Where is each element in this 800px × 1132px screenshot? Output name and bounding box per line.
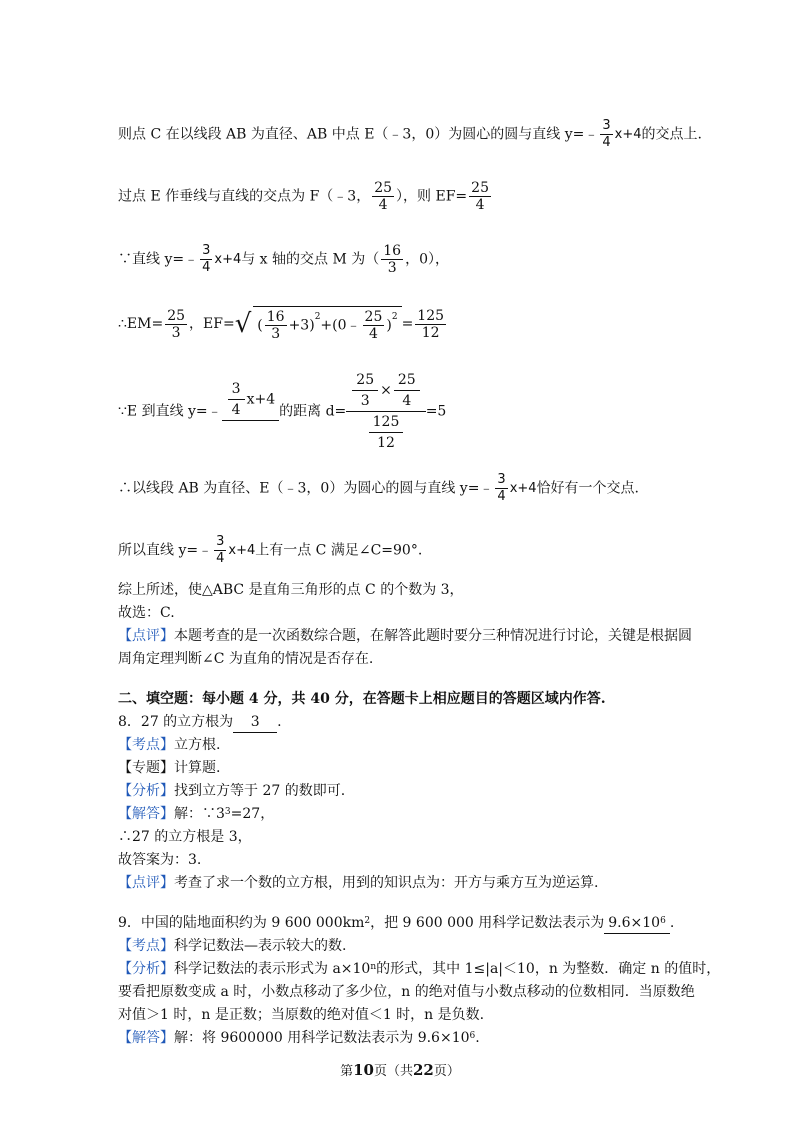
formula-image: $\frac{3}{4}$ x+4 — [497, 472, 537, 504]
q8-fenxi: 【分析】找到立方等于 27 的数即可. — [118, 783, 346, 799]
line-summary: 综上所述，使△ABC 是直角三角形的点 C 的个数为 3， — [118, 582, 464, 598]
line-point-c-circle: 则点 C 在以线段 AB 为直径、AB 中点 E（﹣3，0）为圆心的圆与直线 y=﹣ $\frac{3}{4}$ x+4的交点上. — [118, 118, 702, 150]
q8-jieda: 【解答】解：$\because 3^3=27$， — [118, 806, 275, 822]
formula-image: $\frac{3}{4}$ x+4 — [202, 243, 242, 275]
page-footer: 第10页（共22页） — [340, 1061, 460, 1079]
distance-formula: $\frac{25}{3}$ × $\frac{25}{4}$ $\frac{125}{12}$ — [346, 372, 425, 451]
page-total: 22 — [413, 1061, 434, 1079]
line-choice: 故选：C. — [118, 605, 175, 621]
line-point-f: 过点 E 作垂线与直线的交点为 F（﹣3， $\frac{25}{4}$ ），则 EF= $\frac{25}{4}$ — [118, 180, 489, 213]
question-8-stem: 8．27 的立方根为 3 . — [118, 712, 282, 733]
q9-fenxi-2: 要看把原数变成 a 时，小数点移动了多少位，n 的绝对值与小数点移动的位数相同．当原数绝 — [118, 984, 695, 1000]
line-right-angle: 所以直线 y=﹣ $\frac{3}{4}$ x+4上有一点 C 满足∠C=90°. — [118, 534, 423, 566]
answer-blank: 3 — [233, 712, 277, 733]
q9-kaodian: 【考点】科学记数法—表示较大的数. — [118, 938, 347, 954]
q9-fenxi: 【分析】科学记数法的表示形式为 $a\times 10^n$的形式，其中 1≤|a|＜10，n 为整数．确定 n 的值时， — [118, 961, 721, 977]
question-9-stem: 9．中国的陆地面积约为 9 600 $000km^2$，把 9 600 000 用科学记数法表示为 $9.6\times 10^6$ . — [118, 913, 674, 934]
section-heading: 二、填空题：每小题 4 分，共 40 分，在答题卡上相应题目的答题区域内作答. — [118, 691, 606, 707]
line-point-m: ∵直线 y=﹣ $\frac{3}{4}$ x+4与 x 轴的交点 M 为（ $\frac{16}{3}$ ，0）， — [118, 243, 450, 276]
sqrt-icon: √ — [234, 309, 252, 339]
q8-jieda-3: 故答案为：3. — [118, 852, 202, 868]
line-em-ef: ∴EM= $\frac{25}{3}$ ，EF=√ ( $\frac{16}{3}$ +3)$^2$+(0﹣ $\frac{25}{4}$ )$^2$ = $\frac{125}{12}$ — [118, 307, 445, 342]
formula-image: $\frac{3}{4}$ x+4 — [602, 118, 642, 150]
formula-image: $\frac{3}{4}$ x+4 — [216, 534, 256, 566]
line-comment: 【点评】本题考查的是一次函数综合题，在解答此题时要分三种情况进行讨论，关键是根据圆 — [118, 628, 692, 644]
q8-jieda-2: ∴27 的立方根是 3， — [118, 829, 252, 845]
comment-tag: 【点评】 — [118, 628, 174, 644]
line-distance-d: ∵E 到直线 y=﹣ $\frac{3}{4}$ x+4 的距离 d= $\frac{25}{3}$ × $\frac{25}{4}$ $\frac{125}{12}$ =5 — [118, 372, 447, 451]
line-one-intersection: ∴以线段 AB 为直径、E（﹣3，0）为圆心的圆与直线 y=﹣ $\frac{3}{4}$ x+4恰好有一个交点. — [118, 472, 640, 504]
q8-kaodian: 【考点】立方根. — [118, 737, 221, 753]
formula-image: $\frac{3}{4}$ x+4 — [222, 381, 279, 443]
line-comment-cont: 周角定理判断∠C 为直角的情况是否存在. — [118, 651, 374, 667]
sqrt-content: ( $\frac{16}{3}$ +3)$^2$+(0﹣ $\frac{25}{4}$ )$^2$ — [253, 306, 401, 342]
page-number: 10 — [353, 1061, 374, 1079]
q8-zhuanti: 【专题】计算题. — [118, 760, 221, 776]
q9-fenxi-3: 对值＞1 时，n 是正数；当原数的绝对值＜1 时，n 是负数. — [118, 1007, 485, 1023]
q9-jieda: 【解答】解：将 9600000 用科学记数法表示为 $9.6\times 10^6$. — [118, 1030, 480, 1046]
answer-blank: $9.6\times 10^6$ — [604, 913, 670, 934]
q8-dianping: 【点评】考查了求一个数的立方根，用到的知识点为：开方与乘方互为逆运算. — [118, 875, 599, 891]
